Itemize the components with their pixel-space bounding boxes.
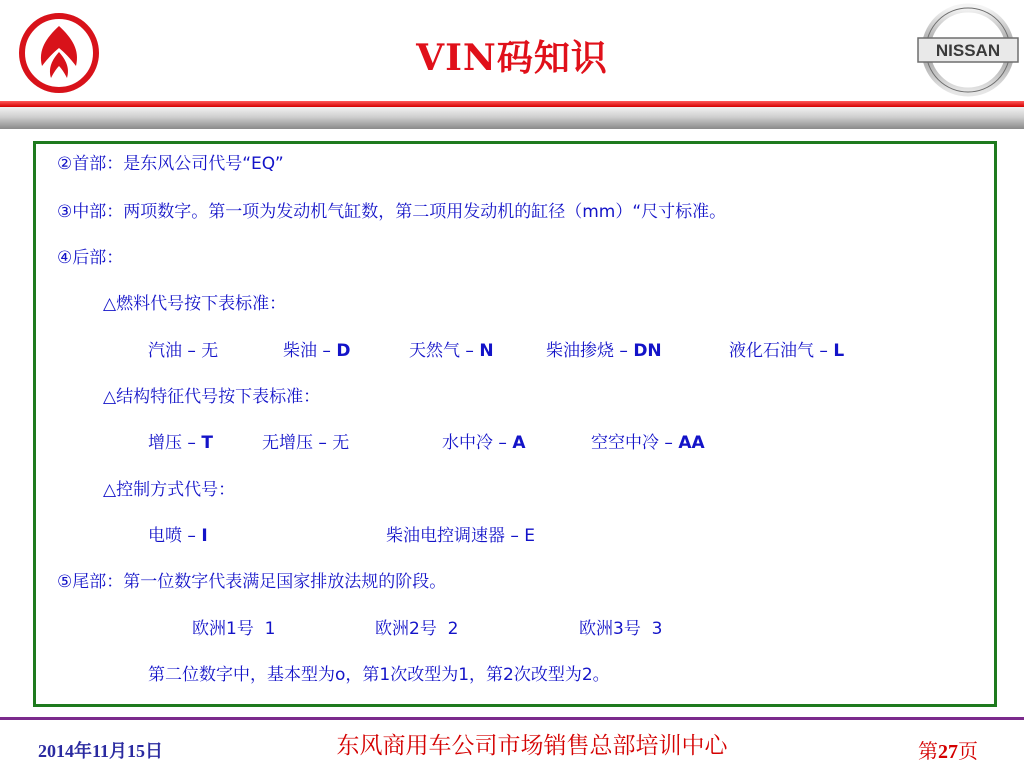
nissan-logo-text: NISSAN <box>935 41 1001 60</box>
line-rear: ④后部： <box>57 248 124 268</box>
footer-divider <box>0 717 1024 720</box>
euro-1: 欧洲1号 1 <box>192 619 276 639</box>
structure-air-cooled: 空空中冷 – AA <box>591 433 705 453</box>
line-tail: ⑤尾部：第一位数字代表满足国家排放法规的阶段。 <box>57 572 447 592</box>
page-number: 第27页 <box>918 741 978 763</box>
fuel-natural-gas: 天然气 – N <box>409 341 494 361</box>
line-structure-heading: △结构特征代号按下表标准： <box>103 387 321 407</box>
header-gray-bar <box>0 107 1024 129</box>
control-diesel-governor: 柴油电控调速器 – E <box>386 526 536 546</box>
control-efi: 电喷 – I <box>148 526 208 546</box>
footer-date: 2014年11月15日 <box>38 741 164 761</box>
structure-water-cooled: 水中冷 – A <box>442 433 526 453</box>
line-head: ②首部：是东风公司代号“EQ” <box>57 154 284 174</box>
content-box <box>33 141 997 707</box>
structure-turbo: 增压 – T <box>148 433 213 453</box>
euro-2: 欧洲2号 2 <box>375 619 459 639</box>
euro-3: 欧洲3号 3 <box>579 619 663 639</box>
nissan-logo-icon <box>916 2 1020 98</box>
structure-no-turbo: 无增压 – 无 <box>262 433 350 453</box>
fuel-diesel: 柴油 – D <box>283 341 351 361</box>
line-second-digit: 第二位数字中，基本型为o，第1次改型为1，第2次改型为2。 <box>148 665 610 685</box>
footer-organization: 东风商用车公司市场销售总部培训中心 <box>336 733 728 759</box>
line-middle: ③中部：两项数字。第一项为发动机气缸数，第二项用发动机的缸径（mm）“尺寸标准。 <box>57 202 727 222</box>
page-title: VIN码知识 <box>416 37 608 79</box>
line-control-heading: △控制方式代号： <box>103 480 236 500</box>
fuel-diesel-blend: 柴油掺烧 – DN <box>546 341 662 361</box>
fuel-gasoline: 汽油 – 无 <box>148 341 219 361</box>
header <box>0 0 1024 135</box>
fuel-lpg: 液化石油气 – L <box>729 341 845 361</box>
line-fuel-heading: △燃料代号按下表标准： <box>103 294 287 314</box>
